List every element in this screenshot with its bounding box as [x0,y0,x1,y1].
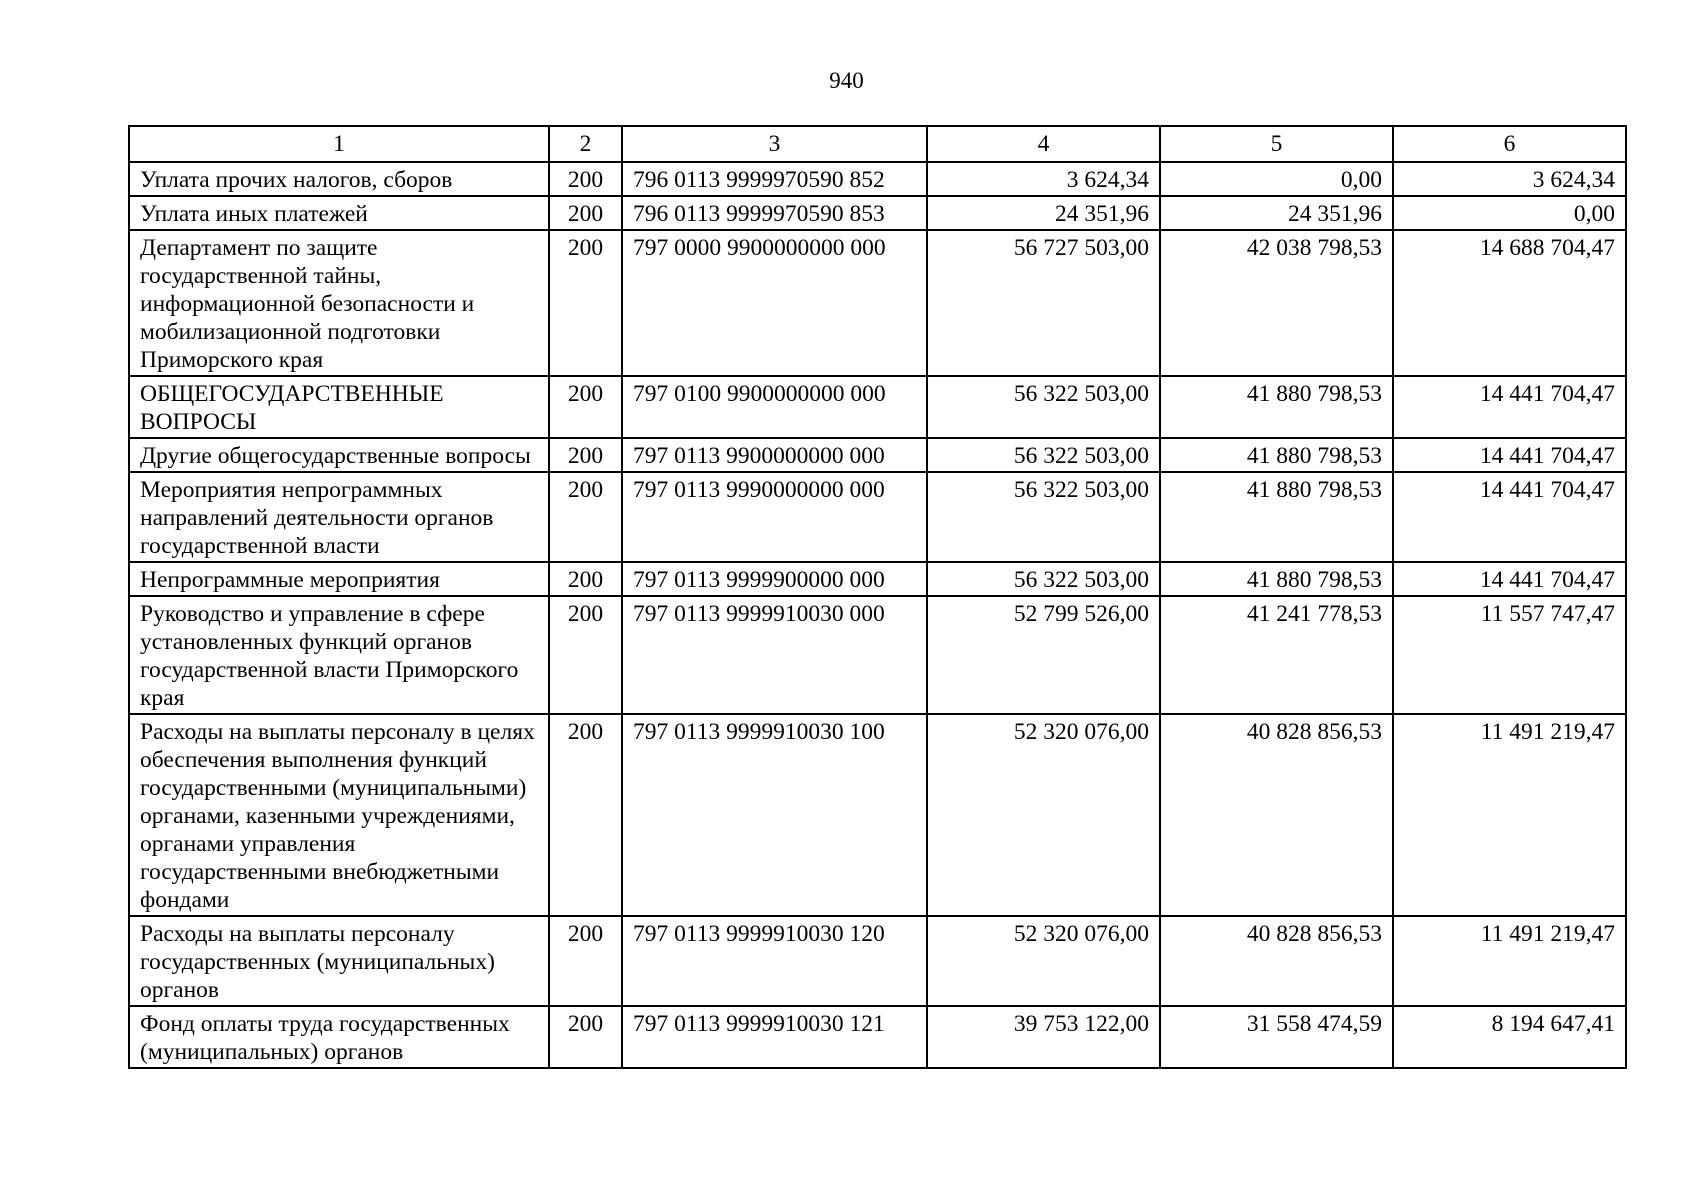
row-col6: 3 624,34 [1393,162,1626,196]
row-code: 797 0113 9999910030 100 [622,714,927,916]
row-col5: 40 828 856,53 [1160,714,1393,916]
row-group: 200 [549,596,622,714]
row-col6: 8 194 647,41 [1393,1006,1626,1068]
row-name: Уплата иных платежей [129,196,549,230]
row-group: 200 [549,1006,622,1068]
row-col4: 52 799 526,00 [927,596,1160,714]
table-row [129,472,1626,562]
row-col5: 41 880 798,53 [1160,376,1393,438]
table-row [129,562,1626,596]
row-code: 797 0113 9999900000 000 [622,562,927,596]
row-col5: 31 558 474,59 [1160,1006,1393,1068]
table-row [129,196,1626,230]
row-col4: 56 322 503,00 [927,472,1160,562]
row-col5: 41 880 798,53 [1160,472,1393,562]
row-code: 797 0113 9999910030 121 [622,1006,927,1068]
row-name: Руководство и управление в сфере установленных функций органов государственной власти Приморского края [129,596,549,714]
row-col4: 24 351,96 [927,196,1160,230]
row-group: 200 [549,562,622,596]
table-row [129,916,1626,1006]
row-code: 797 0113 9900000000 000 [622,438,927,472]
row-col4: 56 322 503,00 [927,562,1160,596]
row-col5: 41 241 778,53 [1160,596,1393,714]
row-code: 796 0113 9999970590 852 [622,162,927,196]
header-cell: 1 [129,126,549,162]
row-code: 797 0113 9990000000 000 [622,472,927,562]
row-code: 797 0113 9999910030 120 [622,916,927,1006]
row-col6: 14 441 704,47 [1393,376,1626,438]
row-col4: 56 727 503,00 [927,230,1160,376]
table-row [129,438,1626,472]
row-col4: 39 753 122,00 [927,1006,1160,1068]
row-col4: 56 322 503,00 [927,438,1160,472]
row-name: Уплата прочих налогов, сборов [129,162,549,196]
row-code: 797 0100 9900000000 000 [622,376,927,438]
row-name: Мероприятия непрограммных направлений деятельности органов государственной власти [129,472,549,562]
row-group: 200 [549,162,622,196]
row-col5: 41 880 798,53 [1160,562,1393,596]
budget-table [128,125,1627,1069]
table-row [129,162,1626,196]
row-col6: 14 441 704,47 [1393,438,1626,472]
row-col4: 56 322 503,00 [927,376,1160,438]
row-name: Фонд оплаты труда государственных (муниципальных) органов [129,1006,549,1068]
row-group: 200 [549,472,622,562]
row-name: Расходы на выплаты персоналу в целях обеспечения выполнения функций государственными (муниципальными) органами, казенными учреждениями, органами управления государственными внебюджетными фондами [129,714,549,916]
table-row [129,230,1626,376]
row-col6: 14 441 704,47 [1393,472,1626,562]
row-name: ОБЩЕГОСУДАРСТВЕННЫЕ ВОПРОСЫ [129,376,549,438]
header-cell: 5 [1160,126,1393,162]
row-col6: 14 441 704,47 [1393,562,1626,596]
row-group: 200 [549,438,622,472]
header-row [129,126,1626,162]
header-cell: 3 [622,126,927,162]
row-group: 200 [549,714,622,916]
row-name: Департамент по защите государственной тайны, информационной безопасности и мобилизационной подготовки Приморского края [129,230,549,376]
table-row [129,376,1626,438]
row-group: 200 [549,376,622,438]
row-col5: 42 038 798,53 [1160,230,1393,376]
header-cell: 4 [927,126,1160,162]
row-name: Другие общегосударственные вопросы [129,438,549,472]
row-col5: 0,00 [1160,162,1393,196]
row-code: 796 0113 9999970590 853 [622,196,927,230]
row-col4: 3 624,34 [927,162,1160,196]
row-col6: 14 688 704,47 [1393,230,1626,376]
row-name: Расходы на выплаты персоналу государственных (муниципальных) органов [129,916,549,1006]
row-group: 200 [549,196,622,230]
row-col6: 0,00 [1393,196,1626,230]
row-name: Непрограммные мероприятия [129,562,549,596]
row-code: 797 0113 9999910030 000 [622,596,927,714]
row-col5: 40 828 856,53 [1160,916,1393,1006]
header-cell: 2 [549,126,622,162]
row-col6: 11 491 219,47 [1393,714,1626,916]
row-col4: 52 320 076,00 [927,714,1160,916]
header-cell: 6 [1393,126,1626,162]
table-row [129,1006,1626,1068]
page-number: 940 [829,68,864,93]
row-group: 200 [549,916,622,1006]
row-col6: 11 557 747,47 [1393,596,1626,714]
table-row [129,596,1626,714]
row-code: 797 0000 9900000000 000 [622,230,927,376]
row-col4: 52 320 076,00 [927,916,1160,1006]
table-row [129,714,1626,916]
row-col6: 11 491 219,47 [1393,916,1626,1006]
row-col5: 41 880 798,53 [1160,438,1393,472]
row-col5: 24 351,96 [1160,196,1393,230]
row-group: 200 [549,230,622,376]
